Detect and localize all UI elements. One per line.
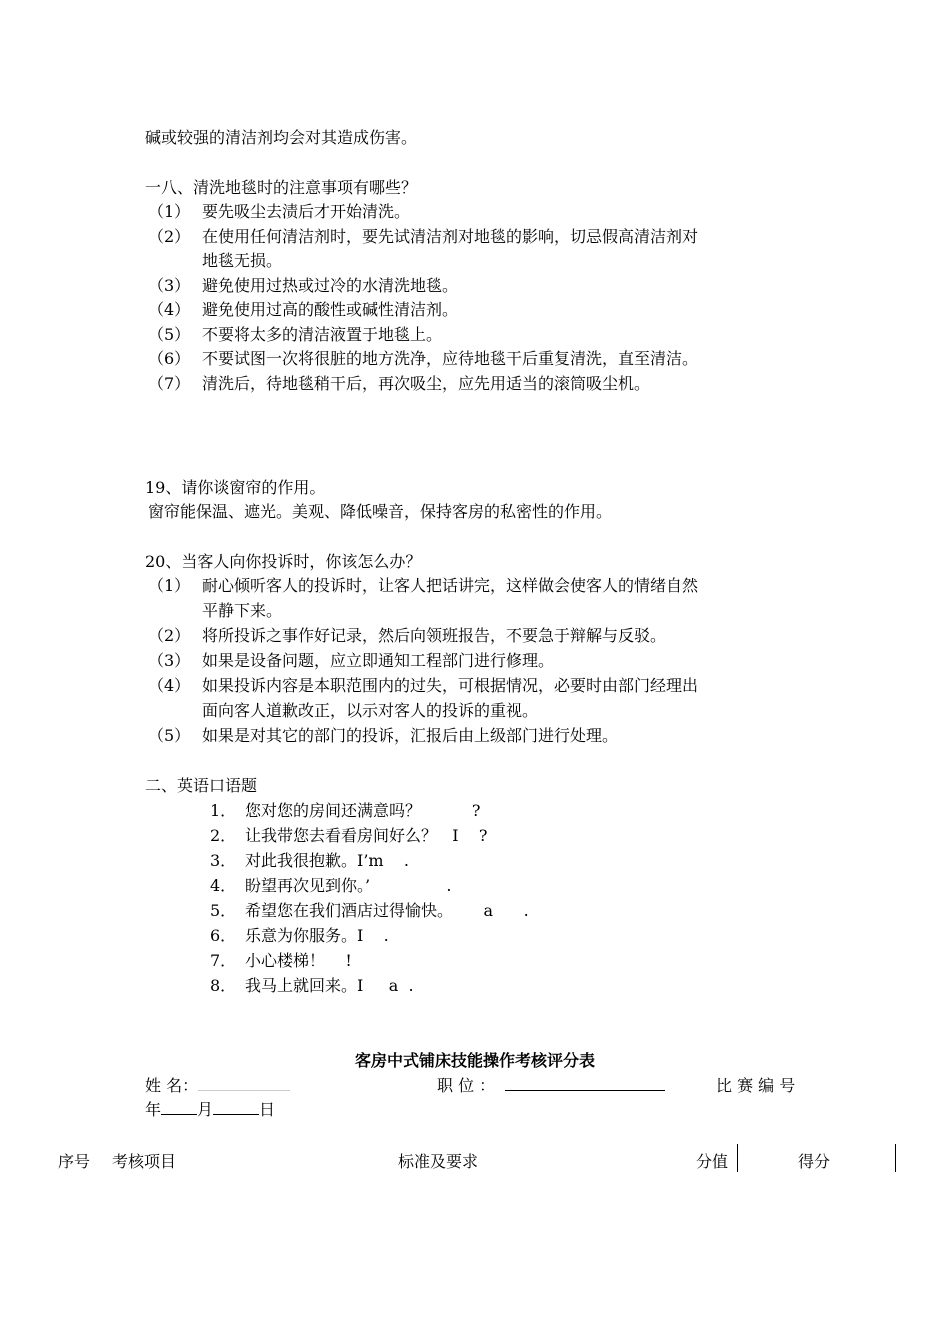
name-field-row [145,1074,290,1098]
list-item-text: 平静下来。 [202,601,283,620]
position-blank[interactable] [505,1074,665,1091]
list-item-number: （3） [148,651,191,670]
list-item-text: 面向客人道歉改正，以示对客人的投诉的重视。 [202,701,539,720]
match-no-label: 比 赛 编 号 [716,1076,796,1095]
list-item-text: 不要将太多的清洁液置于地毯上。 [202,324,443,344]
english-title: 二、英语口语题 [145,776,258,795]
list-item-text: 清洗后，待地毯稍干后，再次吸尘，应先用适当的滚筒吸尘机。 [202,373,651,393]
position-label: 职 位 ： [437,1076,496,1095]
english-item-number: 4． [210,876,237,895]
list-item-number: （4） [148,676,191,695]
header-item: 考核项目 [112,1152,177,1171]
q20-title: 20、当客人向你投诉时，你该怎么办？ [145,552,422,571]
q18-title: 一八、清洗地毯时的注意事项有哪些？ [145,178,418,197]
english-item-text: 小心楼梯！ ! [245,951,352,970]
month-label: 月 [197,1100,214,1119]
list-item-text: 将所投诉之事作好记录，然后向领班报告，不要急于辩解与反驳。 [202,626,667,645]
header-standard: 标准及要求 [398,1152,479,1171]
list-item-number: （4） [148,300,191,319]
english-item-number: 5． [210,901,237,920]
date-row [145,1098,275,1122]
english-item-text: 乐意为你服务。I . [245,926,389,945]
q19-title: 19、请你谈窗帘的作用。 [145,478,326,497]
intro-line: 碱或较强的清洁剂均会对其造成伤害。 [145,128,418,147]
day-blank[interactable] [213,1098,259,1115]
list-item-text: 如果是设备问题，应立即通知工程部门进行修理。 [202,651,555,670]
day-label: 日 [259,1100,276,1119]
english-item-text: 对此我很抱歉。I’m . [245,851,410,870]
list-item-number: （2） [148,226,191,246]
english-item-number: 6． [210,926,237,945]
position-field-row [437,1074,665,1098]
list-item-text: 如果是对其它的部门的投诉，汇报后由上级部门进行处理。 [202,726,619,745]
table-divider [737,1144,738,1172]
english-item-number: 1． [210,801,237,820]
list-item-text: 如果投诉内容是本职范围内的过失，可根据情况，必要时由部门经理出 [202,676,699,695]
header-score: 得分 [798,1152,831,1171]
list-item-text: 要先吸尘去渍后才开始清洗。 [202,202,411,221]
list-item-text: 避免使用过高的酸性或碱性清洁剂。 [202,300,459,319]
english-item-text: 盼望再次见到你。’ . [245,876,452,895]
list-item-number: （6） [148,349,191,368]
month-blank[interactable] [161,1098,197,1115]
english-item-text: 希望您在我们酒店过得愉快。 a . [245,901,529,920]
english-item-number: 8． [210,976,237,995]
english-item-number: 3． [210,851,237,870]
list-item-number: （2） [148,626,191,645]
list-item-number: （5） [148,726,191,745]
english-item-text: 让我带您去看看房间好么？ I ? [245,826,488,845]
year-label: 年 [145,1100,162,1119]
list-item-number: （5） [148,324,191,344]
list-item-number: （1） [148,202,191,221]
q19-answer: 窗帘能保温、遮光。美观、降低噪音，保持客房的私密性的作用。 [148,502,613,521]
list-item-number: （7） [148,373,191,393]
table-divider [895,1144,896,1172]
list-item-text: 避免使用过热或过冷的水清洗地毯。 [202,275,459,295]
list-item-text: 耐心倾听客人的投诉时，让客人把话讲完，这样做会使客人的情绪自然 [202,576,699,595]
english-item-number: 7． [210,951,237,970]
english-item-text: 您对您的房间还满意吗？ ? [245,801,481,820]
english-item-text: 我马上就回来。I a . [245,976,414,995]
list-item-number: （1） [148,576,191,595]
english-item-number: 2． [210,826,237,845]
name-blank[interactable] [198,1074,290,1091]
list-item-text: 不要试图一次将很脏的地方洗净，应待地毯干后重复清洗，直至清洁。 [202,349,699,368]
list-item-number: （3） [148,275,191,295]
list-item-text: 在使用任何清洁剂时，要先试清洁剂对地毯的影响，切忌假高清洁剂对 [202,226,699,246]
name-label: 姓 名： [145,1076,199,1095]
header-seq: 序号 [58,1152,91,1171]
list-item-text: 地毯无损。 [202,251,283,270]
header-score-value: 分值 [696,1152,729,1171]
form-title: 客房中式铺床技能操作考核评分表 [354,1051,595,1070]
